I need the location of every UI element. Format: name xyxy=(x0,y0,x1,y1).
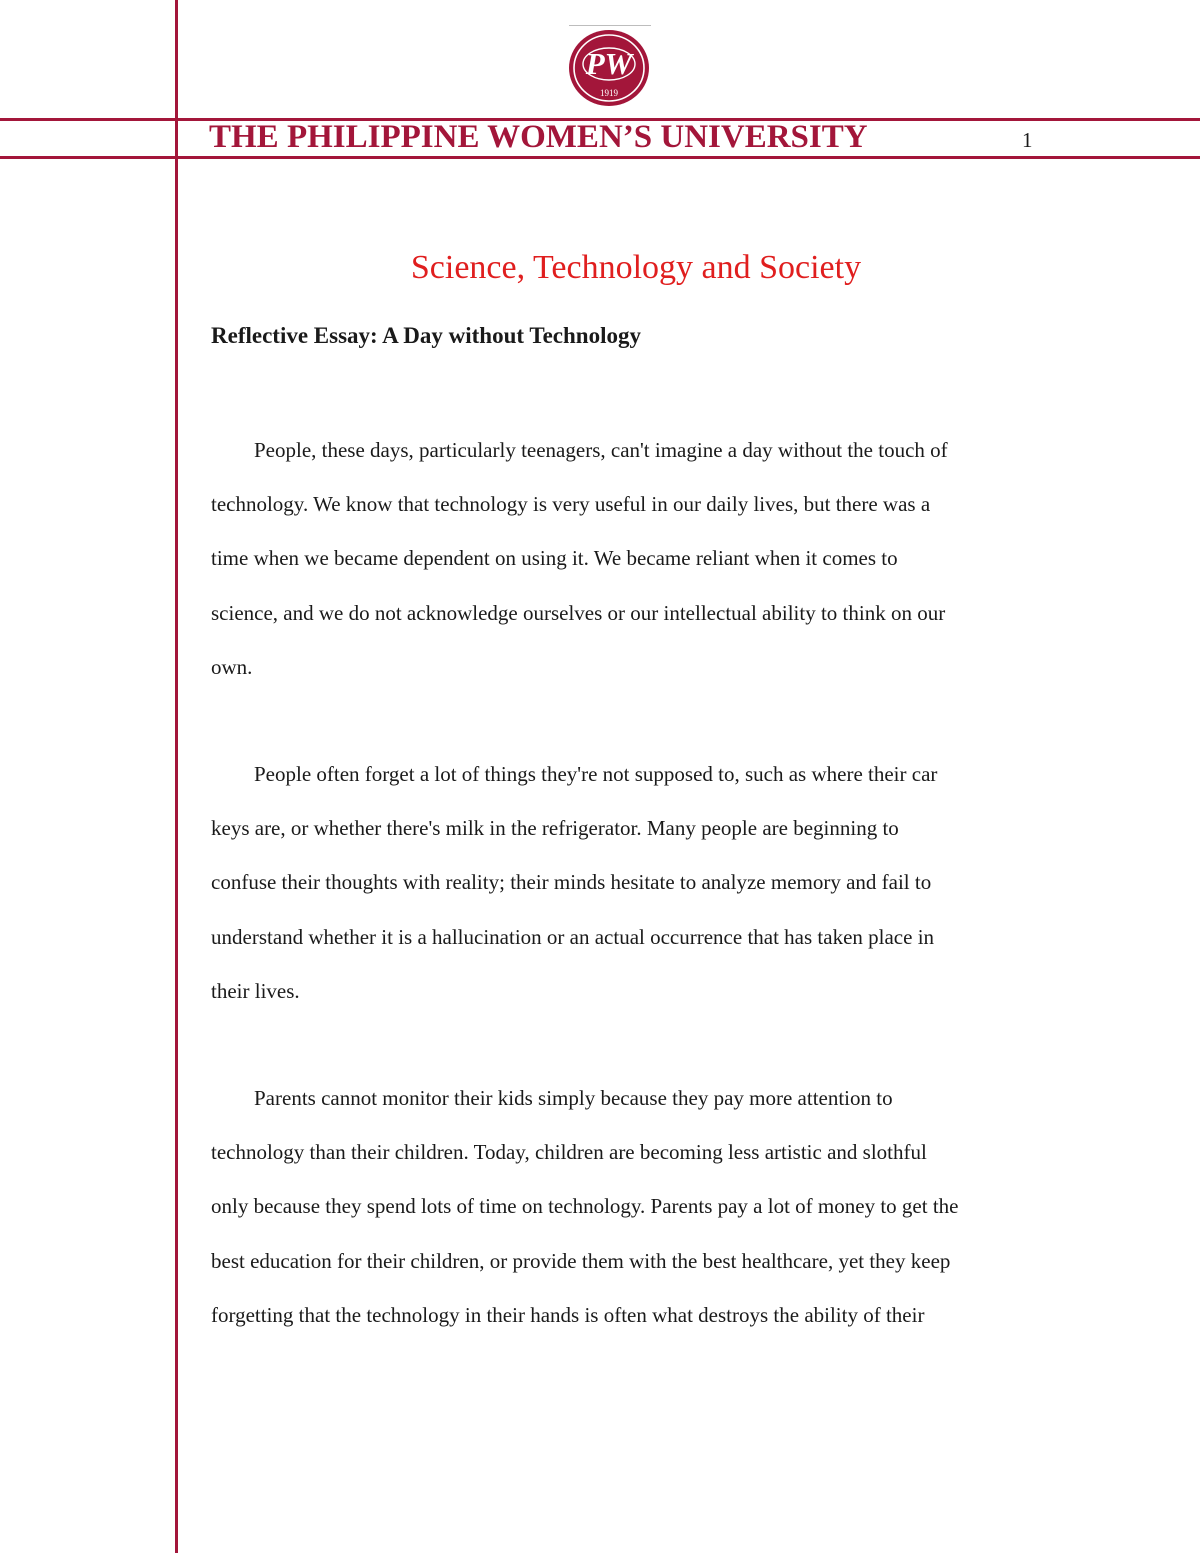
pwu-seal-icon xyxy=(567,28,651,108)
university-name: THE PHILIPPINE WOMEN’S UNIVERSITY xyxy=(209,119,868,155)
logo-top-bar xyxy=(569,25,651,26)
body-line: forgetting that the technology in their hands is often what destroys the ability of their xyxy=(211,1302,925,1327)
body-line: time when we became dependent on using it. We became reliant when it comes to xyxy=(211,546,898,571)
body-paragraph xyxy=(211,747,1061,1018)
body-line: only because they spend lots of time on technology. Parents pay a lot of money to get the xyxy=(211,1194,959,1219)
body-line: their lives. xyxy=(211,978,300,1003)
body-line: People often forget a lot of things they're not supposed to, such as where their car xyxy=(254,762,938,787)
body-line: science, and we do not acknowledge ourselves or our intellectual ability to think on our xyxy=(211,600,946,625)
essay-title: Reflective Essay: A Day without Technology xyxy=(211,323,641,348)
body-line: understand whether it is a hallucination or an actual occurrence that has taken place in xyxy=(211,924,935,949)
body-line: keys are, or whether there's milk in the refrigerator. Many people are beginning to xyxy=(211,816,899,841)
page-number: 1 xyxy=(1022,128,1033,152)
body-line: confuse their thoughts with reality; their minds hesitate to analyze memory and fail to xyxy=(211,870,932,895)
body-line: technology. We know that technology is very useful in our daily lives, but there was a xyxy=(211,492,931,517)
body-line: technology than their children. Today, children are becoming less artistic and slothful xyxy=(211,1140,927,1165)
left-margin-rule xyxy=(175,0,178,1553)
essay-body xyxy=(211,423,1061,1342)
body-line: best education for their children, or provide them with the best healthcare, yet they keep xyxy=(211,1248,951,1273)
body-paragraph xyxy=(211,423,1061,694)
course-title: Science, Technology and Society xyxy=(410,249,862,286)
body-line: People, these days, particularly teenagers, can't imagine a day without the touch of xyxy=(254,438,948,462)
body-line: Parents cannot monitor their kids simply because they pay more attention to xyxy=(254,1086,893,1111)
body-paragraph xyxy=(211,1071,1061,1342)
body-line: own. xyxy=(211,654,253,679)
seal-monogram: PW xyxy=(585,46,633,81)
seal-year: 1919 xyxy=(600,88,618,98)
